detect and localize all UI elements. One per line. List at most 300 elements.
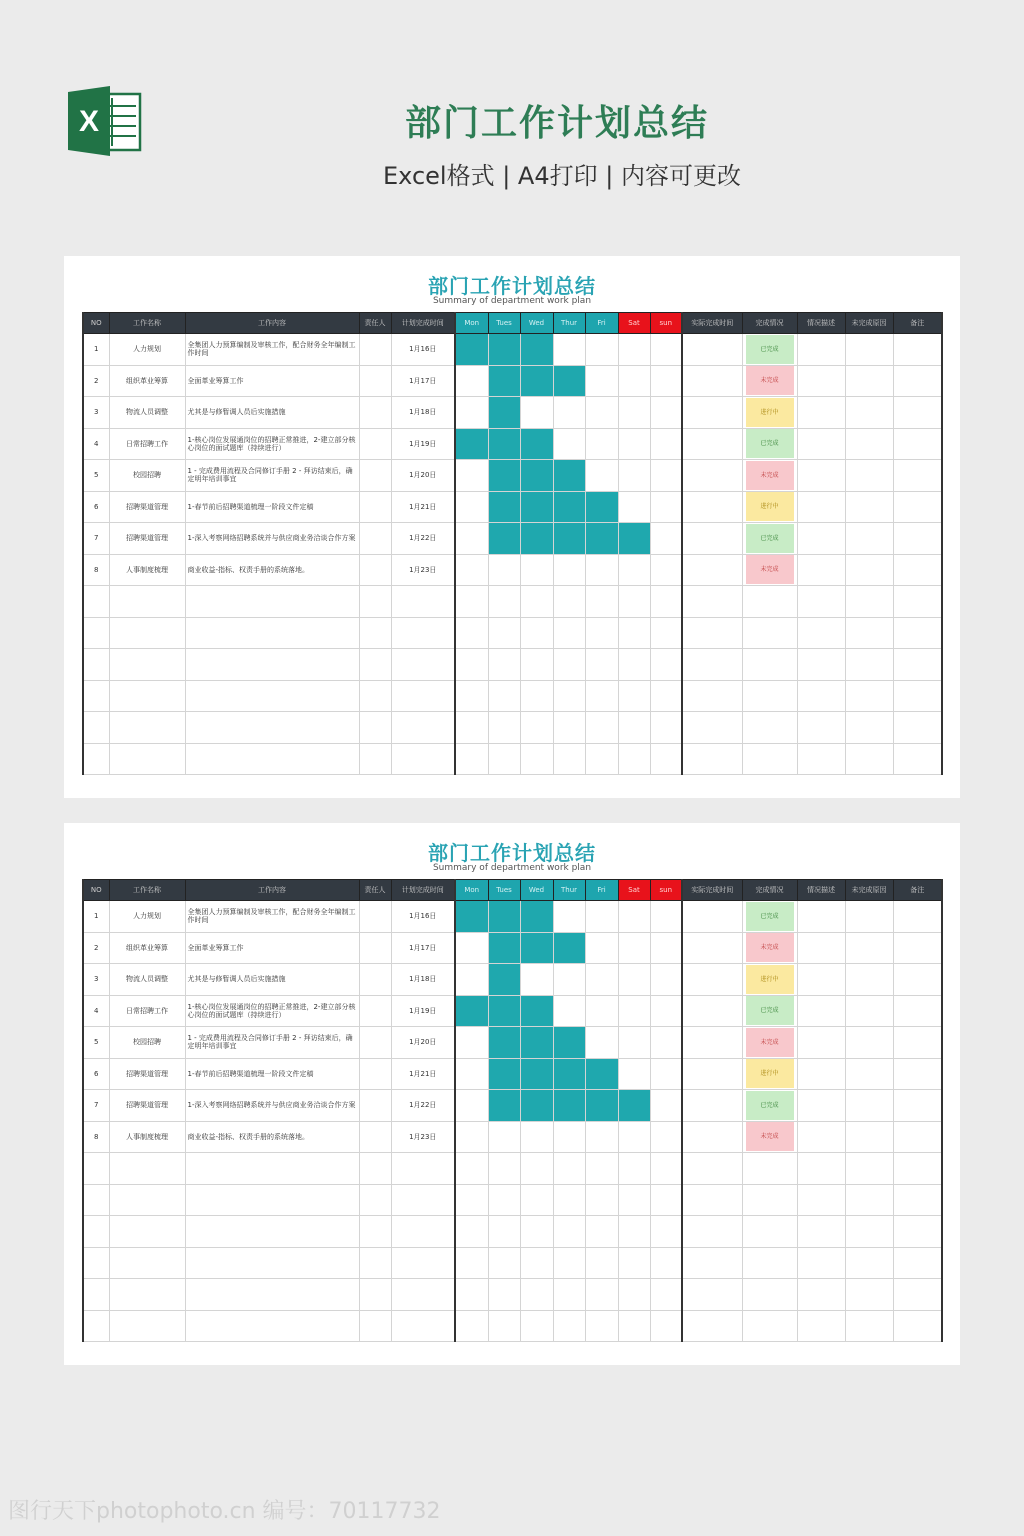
table-cell: [893, 1216, 942, 1248]
table-cell: [488, 1279, 520, 1311]
column-header: sun: [650, 313, 682, 334]
table-cell: [845, 1247, 893, 1279]
status-badge: 未完成: [746, 1122, 794, 1151]
status-cell: [742, 397, 797, 429]
table-cell: [797, 712, 845, 744]
table-cell: [185, 1153, 359, 1185]
gantt-cell: [618, 365, 650, 397]
table-cell: [797, 1153, 845, 1185]
description-cell: [797, 365, 845, 397]
plan-date: 1月19日: [391, 995, 455, 1027]
owner-cell: [359, 554, 391, 586]
column-header: Sat: [618, 313, 650, 334]
column-header: 完成情况: [742, 880, 797, 901]
table-cell: [109, 1279, 185, 1311]
reason-cell: [845, 932, 893, 964]
column-header: 备注: [893, 313, 942, 334]
task-name: 物流人员调整: [109, 964, 185, 996]
table-cell: [109, 1247, 185, 1279]
table-cell: [83, 649, 109, 681]
table-row: [83, 995, 942, 1027]
table-cell: [455, 743, 488, 775]
table-cell: [650, 1279, 682, 1311]
table-cell: [618, 1247, 650, 1279]
table-cell: [455, 1310, 488, 1342]
plan-date: 1月16日: [391, 901, 455, 933]
owner-cell: [359, 932, 391, 964]
description-cell: [797, 1027, 845, 1059]
actual-date-cell: [682, 334, 742, 366]
gantt-cell: [650, 334, 682, 366]
column-header: 未完成原因: [845, 313, 893, 334]
gantt-cell: [650, 397, 682, 429]
table-cell: [742, 712, 797, 744]
table-row: [83, 1027, 942, 1059]
table-cell: [682, 1184, 742, 1216]
table-cell: [359, 680, 391, 712]
gantt-cell: [618, 460, 650, 492]
gantt-cell: [488, 554, 520, 586]
status-cell: [742, 491, 797, 523]
table-cell: [359, 586, 391, 618]
table-cell: [553, 1153, 585, 1185]
table-cell: [742, 1279, 797, 1311]
table-cell: [359, 1153, 391, 1185]
gantt-cell: [520, 1121, 553, 1153]
owner-cell: [359, 334, 391, 366]
row-number: 7: [83, 1090, 109, 1122]
gantt-cell: [553, 397, 585, 429]
table-cell: [185, 1310, 359, 1342]
description-cell: [797, 334, 845, 366]
gantt-cell: [553, 1121, 585, 1153]
table-cell: [553, 1310, 585, 1342]
table-header-row: [83, 313, 942, 334]
table-cell: [682, 649, 742, 681]
gantt-cell: [618, 397, 650, 429]
empty-row: [83, 586, 942, 618]
table-cell: [455, 1184, 488, 1216]
task-content: 商业收益-指标、权责手册的系统落地。: [185, 1121, 359, 1153]
task-content: 全集团人力预算编制及审核工作，配合财务全年编制工作时间: [185, 901, 359, 933]
row-number: 2: [83, 932, 109, 964]
row-number: 6: [83, 1058, 109, 1090]
table-cell: [185, 680, 359, 712]
reason-cell: [845, 995, 893, 1027]
task-name: 人事制度梳理: [109, 554, 185, 586]
gantt-cell: [585, 554, 618, 586]
column-header: 工作内容: [185, 880, 359, 901]
empty-row: [83, 1310, 942, 1342]
table-cell: [845, 1153, 893, 1185]
table-row: [83, 932, 942, 964]
table-cell: [797, 1310, 845, 1342]
table-cell: [391, 649, 455, 681]
table-cell: [109, 1153, 185, 1185]
gantt-cell: [618, 523, 650, 555]
table-cell: [797, 680, 845, 712]
table-cell: [650, 1184, 682, 1216]
gantt-cell: [585, 1058, 618, 1090]
table-cell: [618, 1184, 650, 1216]
status-cell: [742, 460, 797, 492]
table-cell: [618, 680, 650, 712]
gantt-cell: [455, 995, 488, 1027]
table-cell: [682, 1310, 742, 1342]
table-cell: [742, 617, 797, 649]
table-cell: [83, 586, 109, 618]
table-cell: [520, 743, 553, 775]
gantt-cell: [455, 365, 488, 397]
gantt-cell: [488, 523, 520, 555]
table-cell: [585, 1247, 618, 1279]
status-cell: [742, 365, 797, 397]
description-cell: [797, 491, 845, 523]
gantt-cell: [585, 365, 618, 397]
gantt-cell: [585, 523, 618, 555]
empty-row: [83, 712, 942, 744]
gantt-cell: [520, 995, 553, 1027]
task-name: 招聘渠道管理: [109, 1058, 185, 1090]
gantt-cell: [520, 460, 553, 492]
empty-row: [83, 1247, 942, 1279]
task-name: 组织革业筹算: [109, 365, 185, 397]
gantt-cell: [520, 491, 553, 523]
plan-date: 1月20日: [391, 1027, 455, 1059]
table-row: [83, 964, 942, 996]
status-badge: 已完成: [746, 524, 794, 553]
gantt-cell: [585, 1090, 618, 1122]
table-cell: [83, 1310, 109, 1342]
column-header: 实际完成时间: [682, 880, 742, 901]
table-cell: [520, 649, 553, 681]
table-cell: [682, 712, 742, 744]
column-header: 计划完成时间: [391, 880, 455, 901]
table-row: [83, 460, 942, 492]
gantt-cell: [618, 491, 650, 523]
status-cell: [742, 932, 797, 964]
column-header: 责任人: [359, 880, 391, 901]
owner-cell: [359, 995, 391, 1027]
sheet-title: 部门工作计划总结: [428, 274, 596, 298]
table-cell: [488, 586, 520, 618]
owner-cell: [359, 491, 391, 523]
table-cell: [391, 1279, 455, 1311]
table-cell: [845, 1184, 893, 1216]
gantt-cell: [455, 523, 488, 555]
table-cell: [83, 1279, 109, 1311]
gantt-cell: [520, 1090, 553, 1122]
sheet-subtitle: Summary of department work plan: [432, 296, 592, 306]
reason-cell: [845, 964, 893, 996]
table-cell: [391, 586, 455, 618]
column-header: NO: [83, 880, 109, 901]
empty-row: [83, 1184, 942, 1216]
table-cell: [893, 649, 942, 681]
actual-date-cell: [682, 1121, 742, 1153]
table-cell: [520, 1184, 553, 1216]
table-cell: [359, 1310, 391, 1342]
table-cell: [742, 1184, 797, 1216]
gantt-cell: [585, 995, 618, 1027]
gantt-cell: [650, 1027, 682, 1059]
table-cell: [682, 1247, 742, 1279]
table-cell: [553, 586, 585, 618]
gantt-cell: [455, 460, 488, 492]
owner-cell: [359, 428, 391, 460]
table-cell: [185, 1184, 359, 1216]
gantt-cell: [553, 554, 585, 586]
column-header: 工作内容: [185, 313, 359, 334]
table-cell: [585, 680, 618, 712]
table-cell: [682, 743, 742, 775]
table-cell: [742, 1153, 797, 1185]
page-subtitle: Excel格式 | A4打印 | 内容可更改: [383, 162, 741, 190]
reason-cell: [845, 428, 893, 460]
task-name: 招聘渠道管理: [109, 523, 185, 555]
table-cell: [520, 680, 553, 712]
task-name: 日常招聘工作: [109, 428, 185, 460]
empty-row: [83, 617, 942, 649]
plan-date: 1月23日: [391, 554, 455, 586]
gantt-cell: [618, 554, 650, 586]
remark-cell: [893, 334, 942, 366]
table-cell: [845, 586, 893, 618]
reason-cell: [845, 491, 893, 523]
gantt-cell: [585, 1027, 618, 1059]
description-cell: [797, 995, 845, 1027]
actual-date-cell: [682, 554, 742, 586]
table-cell: [359, 649, 391, 681]
gantt-cell: [553, 523, 585, 555]
row-number: 8: [83, 1121, 109, 1153]
table-cell: [455, 1216, 488, 1248]
gantt-cell: [553, 428, 585, 460]
table-cell: [553, 649, 585, 681]
table-cell: [742, 680, 797, 712]
gantt-cell: [585, 460, 618, 492]
table-row: [83, 1090, 942, 1122]
table-cell: [488, 1310, 520, 1342]
table-cell: [488, 1153, 520, 1185]
task-content: 尤其是与修暂调人员后实施措施: [185, 397, 359, 429]
row-number: 4: [83, 995, 109, 1027]
table-cell: [650, 617, 682, 649]
column-header: Mon: [455, 880, 488, 901]
table-cell: [893, 1279, 942, 1311]
table-cell: [391, 743, 455, 775]
table-cell: [109, 1310, 185, 1342]
status-cell: [742, 554, 797, 586]
gantt-cell: [520, 365, 553, 397]
actual-date-cell: [682, 964, 742, 996]
column-header: 工作名称: [109, 313, 185, 334]
table-row: [83, 901, 942, 933]
table-cell: [682, 1279, 742, 1311]
reason-cell: [845, 397, 893, 429]
gantt-cell: [488, 1121, 520, 1153]
table-cell: [845, 1216, 893, 1248]
row-number: 3: [83, 397, 109, 429]
remark-cell: [893, 1090, 942, 1122]
owner-cell: [359, 460, 391, 492]
reason-cell: [845, 1090, 893, 1122]
status-badge: 进行中: [746, 1059, 794, 1088]
column-header: Mon: [455, 313, 488, 334]
status-badge: 已完成: [746, 429, 794, 458]
gantt-cell: [585, 901, 618, 933]
status-cell: [742, 1121, 797, 1153]
plan-date: 1月18日: [391, 964, 455, 996]
table-cell: [618, 743, 650, 775]
remark-cell: [893, 1058, 942, 1090]
table-cell: [742, 1216, 797, 1248]
gantt-cell: [553, 901, 585, 933]
table-cell: [520, 1310, 553, 1342]
table-cell: [682, 617, 742, 649]
plan-date: 1月22日: [391, 523, 455, 555]
empty-row: [83, 743, 942, 775]
table-cell: [797, 617, 845, 649]
table-cell: [845, 1279, 893, 1311]
reason-cell: [845, 901, 893, 933]
table-cell: [391, 712, 455, 744]
owner-cell: [359, 365, 391, 397]
table-cell: [185, 649, 359, 681]
row-number: 2: [83, 365, 109, 397]
table-cell: [83, 1216, 109, 1248]
table-cell: [797, 1216, 845, 1248]
row-number: 5: [83, 1027, 109, 1059]
table-cell: [682, 1216, 742, 1248]
actual-date-cell: [682, 1090, 742, 1122]
table-cell: [742, 743, 797, 775]
table-cell: [455, 586, 488, 618]
task-content: 商业收益-指标、权责手册的系统落地。: [185, 554, 359, 586]
table-header-row: [83, 880, 942, 901]
gantt-cell: [650, 491, 682, 523]
table-cell: [553, 680, 585, 712]
table-cell: [83, 1247, 109, 1279]
table-cell: [391, 617, 455, 649]
table-cell: [488, 649, 520, 681]
task-name: 人事制度梳理: [109, 1121, 185, 1153]
gantt-cell: [520, 932, 553, 964]
actual-date-cell: [682, 995, 742, 1027]
status-badge: 未完成: [746, 1028, 794, 1057]
table-cell: [520, 586, 553, 618]
table-cell: [359, 1184, 391, 1216]
reason-cell: [845, 460, 893, 492]
table-cell: [83, 743, 109, 775]
gantt-cell: [618, 1090, 650, 1122]
gantt-cell: [585, 397, 618, 429]
status-badge: 未完成: [746, 366, 794, 395]
gantt-cell: [455, 1090, 488, 1122]
gantt-cell: [650, 523, 682, 555]
sheet-subtitle: Summary of department work plan: [432, 863, 592, 873]
column-header: 备注: [893, 880, 942, 901]
table-cell: [109, 712, 185, 744]
table-cell: [618, 617, 650, 649]
empty-row: [83, 1216, 942, 1248]
table-cell: [488, 617, 520, 649]
table-cell: [109, 617, 185, 649]
gantt-cell: [520, 523, 553, 555]
remark-cell: [893, 428, 942, 460]
table-cell: [585, 649, 618, 681]
table-cell: [585, 712, 618, 744]
column-header: Thur: [553, 880, 585, 901]
table-cell: [109, 1184, 185, 1216]
table-cell: [585, 1153, 618, 1185]
table-cell: [845, 680, 893, 712]
gantt-cell: [618, 964, 650, 996]
task-name: 组织革业筹算: [109, 932, 185, 964]
gantt-cell: [650, 932, 682, 964]
gantt-cell: [585, 964, 618, 996]
gantt-cell: [488, 397, 520, 429]
status-badge: 进行中: [746, 398, 794, 427]
gantt-cell: [520, 901, 553, 933]
task-content: 1 - 完成费用流程及合同修订手册 2 - 拜访结束后，确定明年培训事宜: [185, 1027, 359, 1059]
plan-date: 1月22日: [391, 1090, 455, 1122]
table-cell: [650, 680, 682, 712]
table-cell: [455, 1153, 488, 1185]
row-number: 5: [83, 460, 109, 492]
remark-cell: [893, 397, 942, 429]
actual-date-cell: [682, 932, 742, 964]
empty-row: [83, 1279, 942, 1311]
gantt-cell: [455, 1058, 488, 1090]
row-number: 6: [83, 491, 109, 523]
status-cell: [742, 523, 797, 555]
empty-row: [83, 1153, 942, 1185]
gantt-cell: [553, 1090, 585, 1122]
task-content: 尤其是与修暂调人员后实施措施: [185, 964, 359, 996]
table-cell: [618, 1310, 650, 1342]
description-cell: [797, 901, 845, 933]
gantt-cell: [455, 1027, 488, 1059]
gantt-cell: [488, 460, 520, 492]
column-header: 责任人: [359, 313, 391, 334]
column-header: Tues: [488, 313, 520, 334]
gantt-cell: [553, 491, 585, 523]
table-cell: [520, 1279, 553, 1311]
table-row: [83, 523, 942, 555]
gantt-cell: [488, 1027, 520, 1059]
plan-date: 1月18日: [391, 397, 455, 429]
gantt-cell: [618, 428, 650, 460]
column-header: 计划完成时间: [391, 313, 455, 334]
remark-cell: [893, 964, 942, 996]
gantt-cell: [488, 1090, 520, 1122]
task-content: 1-核心岗位发展通岗位的招聘正常推进，2-建立部分核心岗位的面试题库（持续进行）: [185, 995, 359, 1027]
gantt-cell: [650, 554, 682, 586]
table-row: [83, 1058, 942, 1090]
gantt-cell: [618, 1027, 650, 1059]
table-cell: [893, 617, 942, 649]
table-cell: [893, 1184, 942, 1216]
table-cell: [109, 649, 185, 681]
table-cell: [618, 1216, 650, 1248]
gantt-cell: [520, 964, 553, 996]
table-cell: [553, 743, 585, 775]
table-cell: [455, 1247, 488, 1279]
row-number: 1: [83, 334, 109, 366]
remark-cell: [893, 901, 942, 933]
gantt-cell: [520, 1058, 553, 1090]
